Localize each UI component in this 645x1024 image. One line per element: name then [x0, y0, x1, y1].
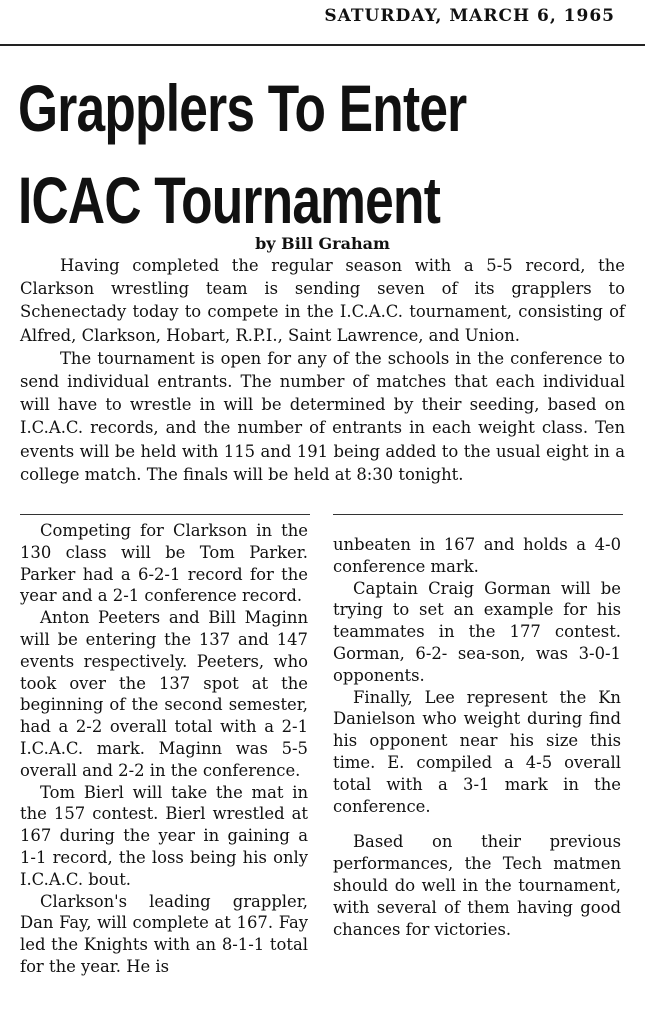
- header-rule: [0, 44, 645, 46]
- intro-paragraph-1: Having completed the regular season with a 5-5 record, the Clarkson wrestling team is sending seven of its grapplers to Schenectady today to compete in the I.C.A.C. tournament, consisting of Alfred, Clarkson, Hobart, R.P.I., Saint Lawrence, and Union.: [20, 256, 625, 345]
- left-paragraph-1: Competing for Clarkson in the 130 class will be Tom Parker. Parker had a 6-2-1 record for the year and a 2-1 conference record.: [20, 521, 308, 606]
- right-column: [333, 534, 621, 940]
- column-rule-right: [333, 514, 623, 515]
- dateline: SATURDAY, MARCH 6, 1965: [324, 6, 615, 26]
- intro-text: [20, 254, 625, 486]
- headline-line-2: ICAC Tournament: [18, 163, 441, 237]
- headline-line-1: Grapplers To Enter: [18, 71, 467, 145]
- right-paragraph-3: Finally, Lee represent the Kn Danielson who weight during find his opponent near his size this time. E. compiled a 4-5 overall total with a 3-1 mark in the conference.: [333, 687, 621, 816]
- left-paragraph-4: Clarkson's leading grappler, Dan Fay, will complete at 167. Fay led the Knights with an 8-1-1 total for the year. He is: [20, 891, 308, 976]
- left-paragraph-3: Tom Bierl will take the mat in the 157 contest. Bierl wrestled at 167 during the year in gaining a 1-1 record, the loss being his only I.C.A.C. bout.: [20, 782, 308, 889]
- column-rule-left: [20, 514, 310, 515]
- headline: [18, 62, 502, 246]
- right-paragraph-4: Based on their previous performances, the Tech matmen should do well in the tournament, with several of them having good chances for victories.: [333, 832, 621, 939]
- left-paragraph-2: Anton Peeters and Bill Maginn will be entering the 137 and 147 events respectively. Peeters, who took over the 137 spot at the beginning of the second semester, had a 2-2 overall total with a 2-1 I.C.A.C. mark. Maginn was 5-5 overall and 2-2 in the conference.: [20, 608, 308, 780]
- right-paragraph-2: Captain Craig Gorman will be trying to set an example for his teammates in the 177 contest. Gorman, 6-2- sea-son, was 3-0-1 opponents.: [333, 578, 621, 685]
- intro-paragraph-2: The tournament is open for any of the schools in the conference to send individual entrants. The number of matches that each individual will have to wrestle in will be determined by their seeding, based on I.C.A.C. records, and the number of entrants in each weight class. Ten events will be held with 115 and 191 being added to the usual eight in a college match. The finals will be held at 8:30 tonight.: [20, 348, 625, 484]
- left-column: [20, 520, 308, 978]
- right-paragraph-1: unbeaten in 167 and holds a 4-0 conference mark.: [333, 535, 621, 576]
- byline: by Bill Graham: [255, 234, 390, 253]
